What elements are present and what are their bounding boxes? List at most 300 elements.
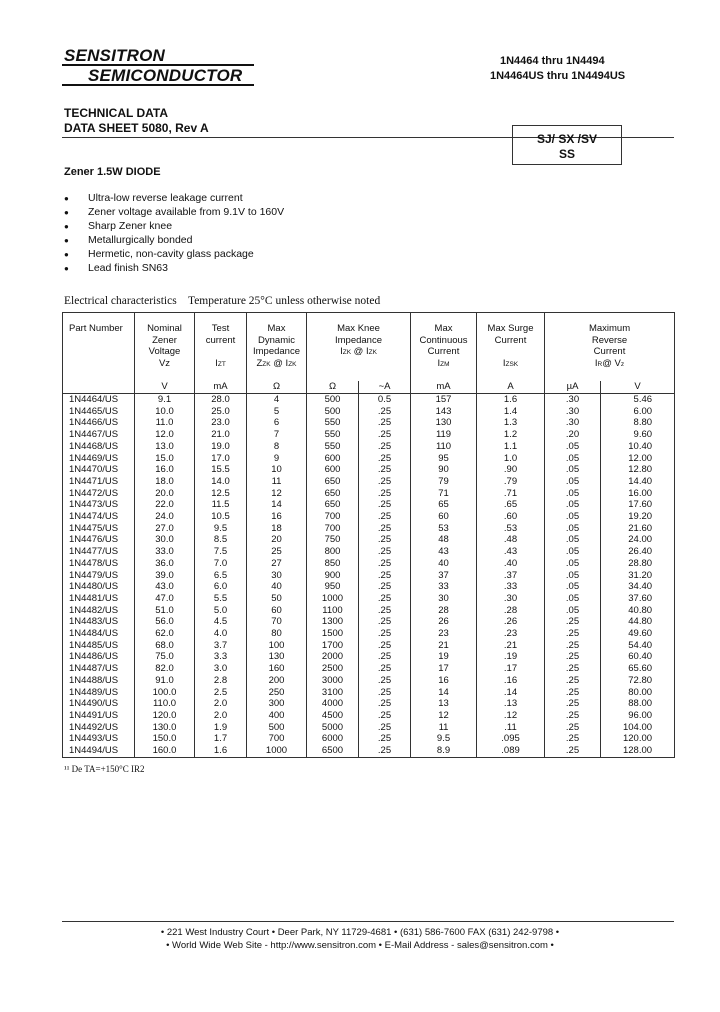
table-cell: .25: [545, 710, 601, 722]
table-row: [63, 628, 675, 640]
table-cell: 6: [247, 417, 307, 429]
table-cell: 700: [307, 511, 359, 523]
table-row: [63, 663, 675, 675]
table-cell: 4000: [307, 698, 359, 710]
header-zener-voltage: Nominal Zener Voltage Vz: [135, 313, 195, 382]
table-cell: 91.0: [135, 675, 195, 687]
table-cell: 17: [411, 663, 477, 675]
table-cell: 2.0: [195, 698, 247, 710]
table-cell: 2500: [307, 663, 359, 675]
table-cell: .25: [359, 605, 411, 617]
product-title: Zener 1.5W DIODE: [64, 166, 161, 178]
table-cell: .25: [545, 640, 601, 652]
table-cell: .05: [545, 464, 601, 476]
header-part-number: Part Number: [63, 313, 135, 382]
table-cell: 4.5: [195, 616, 247, 628]
table-cell: 7: [247, 429, 307, 441]
table-cell: 50: [247, 593, 307, 605]
table-cell: .05: [545, 476, 601, 488]
table-cell: 12.00: [601, 453, 675, 465]
table-row: [63, 453, 675, 465]
table-cell: .089: [477, 745, 545, 757]
table-cell: 5.5: [195, 593, 247, 605]
table-cell: 4.0: [195, 628, 247, 640]
table-cell: 1.6: [195, 745, 247, 757]
table-cell: 12.5: [195, 488, 247, 500]
table-cell: 10.40: [601, 441, 675, 453]
table-cell: .25: [359, 523, 411, 535]
table-cell: 19.0: [195, 441, 247, 453]
part-number-cell: 1N4467/US: [63, 429, 135, 441]
table-row: [63, 722, 675, 734]
table-cell: 12.80: [601, 464, 675, 476]
table-cell: .05: [545, 546, 601, 558]
table-cell: .25: [545, 651, 601, 663]
table-cell: 3.3: [195, 651, 247, 663]
table-cell: 24.00: [601, 534, 675, 546]
table-cell: 900: [307, 570, 359, 582]
table-cell: 157: [411, 394, 477, 406]
table-cell: 110.0: [135, 698, 195, 710]
table-cell: 11: [247, 476, 307, 488]
part-number-cell: 1N4464/US: [63, 394, 135, 406]
table-cell: .79: [477, 476, 545, 488]
table-cell: .25: [359, 628, 411, 640]
table-cell: 160.0: [135, 745, 195, 757]
table-cell: 104.00: [601, 722, 675, 734]
table-cell: .05: [545, 534, 601, 546]
part-number-cell: 1N4478/US: [63, 558, 135, 570]
table-cell: 30: [247, 570, 307, 582]
part-number-cell: 1N4480/US: [63, 581, 135, 593]
feature-item: ● Zener voltage available from 9.1V to 160V: [64, 206, 285, 218]
feature-item: ● Sharp Zener knee: [64, 220, 173, 232]
table-cell: 650: [307, 499, 359, 511]
part-number-cell: 1N4465/US: [63, 406, 135, 418]
company-name: SENSITRON: [64, 46, 165, 65]
table-cell: .25: [359, 593, 411, 605]
table-cell: .25: [359, 488, 411, 500]
table-cell: 21.60: [601, 523, 675, 535]
table-cell: 9.5: [195, 523, 247, 535]
table-cell: 72.80: [601, 675, 675, 687]
table-cell: .25: [359, 453, 411, 465]
table-cell: 27.0: [135, 523, 195, 535]
header-reverse-current: Maximum Reverse Current IR@ Vz: [545, 313, 675, 382]
part-number-cell: 1N4484/US: [63, 628, 135, 640]
table-cell: 8.80: [601, 417, 675, 429]
table-cell: 30: [411, 593, 477, 605]
table-cell: 40: [411, 558, 477, 570]
table-cell: 6000: [307, 733, 359, 745]
table-cell: 16: [247, 511, 307, 523]
table-cell: 31.20: [601, 570, 675, 582]
part-number-cell: 1N4469/US: [63, 453, 135, 465]
table-row: [63, 698, 675, 710]
table-cell: 44.80: [601, 616, 675, 628]
electrical-characteristics-table: [62, 312, 675, 758]
table-cell: .30: [545, 394, 601, 406]
table-cell: .25: [545, 628, 601, 640]
part-number-cell: 1N4488/US: [63, 675, 135, 687]
header-test-current: Test current IZT: [195, 313, 247, 382]
table-cell: 15.0: [135, 453, 195, 465]
table-cell: 500: [307, 406, 359, 418]
table-row: [63, 616, 675, 628]
table-cell: 1.3: [477, 417, 545, 429]
company-division: SEMICONDUCTOR: [88, 66, 243, 85]
table-cell: .14: [477, 687, 545, 699]
table-cell: .30: [545, 406, 601, 418]
part-number-cell: 1N4466/US: [63, 417, 135, 429]
table-cell: 1.4: [477, 406, 545, 418]
table-cell: .48: [477, 534, 545, 546]
table-cell: .25: [359, 710, 411, 722]
table-cell: 27: [247, 558, 307, 570]
divider: [62, 921, 674, 922]
table-cell: .05: [545, 605, 601, 617]
table-cell: 82.0: [135, 663, 195, 675]
table-cell: .60: [477, 511, 545, 523]
table-cell: .71: [477, 488, 545, 500]
table-cell: .25: [359, 406, 411, 418]
table-cell: 1.9: [195, 722, 247, 734]
table-cell: 5.46: [601, 394, 675, 406]
table-cell: 1700: [307, 640, 359, 652]
table-cell: 80.00: [601, 687, 675, 699]
table-cell: 1000: [307, 593, 359, 605]
table-cell: .25: [359, 616, 411, 628]
table-footnote: ¹¹ De TA=+150°C IR2: [64, 764, 145, 774]
table-cell: 5: [247, 406, 307, 418]
table-cell: 14.0: [195, 476, 247, 488]
table-cell: 48: [411, 534, 477, 546]
header-surge-current: Max Surge Current IZSK: [477, 313, 545, 382]
table-cell: .16: [477, 675, 545, 687]
table-cell: .25: [545, 722, 601, 734]
table-cell: .25: [545, 698, 601, 710]
table-cell: .65: [477, 499, 545, 511]
feature-list: [62, 191, 284, 275]
table-cell: 2.8: [195, 675, 247, 687]
table-cell: 14.40: [601, 476, 675, 488]
table-row: [63, 710, 675, 722]
part-number-cell: 1N4477/US: [63, 546, 135, 558]
table-cell: 110: [411, 441, 477, 453]
part-number-cell: 1N4471/US: [63, 476, 135, 488]
table-cell: 1.0: [477, 453, 545, 465]
table-cell: 550: [307, 417, 359, 429]
table-cell: .05: [545, 570, 601, 582]
table-cell: 10: [247, 464, 307, 476]
table-cell: 21.0: [195, 429, 247, 441]
table-cell: 26: [411, 616, 477, 628]
table-cell: 43.0: [135, 581, 195, 593]
table-cell: 800: [307, 546, 359, 558]
part-number-cell: 1N4485/US: [63, 640, 135, 652]
table-cell: 9.60: [601, 429, 675, 441]
table-row: [63, 488, 675, 500]
table-cell: 100.0: [135, 687, 195, 699]
feature-item: ● Ultra-low reverse leakage current: [64, 192, 243, 204]
part-number-cell: 1N4491/US: [63, 710, 135, 722]
table-cell: 36.0: [135, 558, 195, 570]
part-number-cell: 1N4494/US: [63, 745, 135, 757]
table-cell: .17: [477, 663, 545, 675]
table-cell: 60.40: [601, 651, 675, 663]
bullet-icon: ●: [64, 236, 69, 245]
table-row: [63, 511, 675, 523]
table-cell: 150.0: [135, 733, 195, 745]
table-cell: 33: [411, 581, 477, 593]
table-cell: .37: [477, 570, 545, 582]
table-cell: 9.1: [135, 394, 195, 406]
table-cell: 47.0: [135, 593, 195, 605]
table-cell: 7.0: [195, 558, 247, 570]
table-cell: .33: [477, 581, 545, 593]
table-cell: 23.0: [195, 417, 247, 429]
table-cell: 8: [247, 441, 307, 453]
table-cell: 600: [307, 464, 359, 476]
variants-box: [512, 125, 622, 165]
table-row: [63, 733, 675, 745]
table-cell: 22.0: [135, 499, 195, 511]
table-cell: 54.40: [601, 640, 675, 652]
table-cell: 11.0: [135, 417, 195, 429]
table-cell: 1.1: [477, 441, 545, 453]
table-row: [63, 429, 675, 441]
table-cell: 160: [247, 663, 307, 675]
table-cell: .25: [359, 663, 411, 675]
table-row: [63, 394, 675, 406]
table-cell: 12: [411, 710, 477, 722]
table-cell: 43: [411, 546, 477, 558]
table-cell: 34.40: [601, 581, 675, 593]
table-row: [63, 687, 675, 699]
table-cell: 26.40: [601, 546, 675, 558]
part-number-cell: 1N4474/US: [63, 511, 135, 523]
variants-line1: SJ/ SX /SV: [536, 132, 598, 146]
table-cell: .20: [545, 429, 601, 441]
table-cell: .25: [545, 675, 601, 687]
table-cell: 3100: [307, 687, 359, 699]
table-cell: .25: [359, 429, 411, 441]
table-cell: 71: [411, 488, 477, 500]
table-cell: 3.0: [195, 663, 247, 675]
table-cell: .90: [477, 464, 545, 476]
header-knee-impedance: Max Knee Impedance IZK @ IZK: [307, 313, 411, 382]
table-cell: 40: [247, 581, 307, 593]
table-row: [63, 651, 675, 663]
table-row: [63, 558, 675, 570]
table-row: [63, 570, 675, 582]
table-cell: 39.0: [135, 570, 195, 582]
table-cell: 75.0: [135, 651, 195, 663]
part-range: 1N4464 thru 1N4494: [500, 55, 605, 67]
table-cell: 33.0: [135, 546, 195, 558]
table-row: [63, 464, 675, 476]
table-cell: 65.60: [601, 663, 675, 675]
table-cell: 1100: [307, 605, 359, 617]
table-cell: 15.5: [195, 464, 247, 476]
table-cell: .13: [477, 698, 545, 710]
table-cell: 12.0: [135, 429, 195, 441]
table-cell: 120.00: [601, 733, 675, 745]
table-row: [63, 745, 675, 757]
table-cell: .25: [359, 511, 411, 523]
table-cell: 10.5: [195, 511, 247, 523]
part-number-cell: 1N4473/US: [63, 499, 135, 511]
table-cell: 25: [247, 546, 307, 558]
table-cell: 18: [247, 523, 307, 535]
table-cell: .05: [545, 499, 601, 511]
table-cell: 17.0: [195, 453, 247, 465]
table-cell: 100: [247, 640, 307, 652]
part-number-cell: 1N4492/US: [63, 722, 135, 734]
part-number-cell: 1N4490/US: [63, 698, 135, 710]
table-cell: 13.0: [135, 441, 195, 453]
feature-item: ● Metallurgically bonded: [64, 234, 193, 246]
table-cell: 95: [411, 453, 477, 465]
table-cell: 13: [411, 698, 477, 710]
table-cell: .25: [359, 651, 411, 663]
feature-item: ● Hermetic, non-cavity glass package: [64, 248, 254, 260]
table-row: [63, 546, 675, 558]
footer-address: • 221 West Industry Court • Deer Park, NY 11729-4681 • (631) 586-7600 FAX (631) 242-9798 •: [160, 927, 560, 938]
table-cell: 20.0: [135, 488, 195, 500]
part-number-cell: 1N4483/US: [63, 616, 135, 628]
table-cell: .53: [477, 523, 545, 535]
table-cell: 68.0: [135, 640, 195, 652]
table-cell: 17.60: [601, 499, 675, 511]
table-cell: 11: [411, 722, 477, 734]
table-cell: 28.80: [601, 558, 675, 570]
table-cell: .05: [545, 511, 601, 523]
table-cell: 1500: [307, 628, 359, 640]
table-cell: .25: [359, 499, 411, 511]
table-cell: .25: [545, 663, 601, 675]
table-cell: .095: [477, 733, 545, 745]
table-cell: .25: [359, 675, 411, 687]
table-cell: 600: [307, 453, 359, 465]
data-sheet-label: DATA SHEET 5080, Rev A: [64, 121, 209, 135]
table-cell: 120.0: [135, 710, 195, 722]
table-cell: .43: [477, 546, 545, 558]
table-cell: .26: [477, 616, 545, 628]
table-cell: 0.5: [359, 394, 411, 406]
table-cell: 1.7: [195, 733, 247, 745]
table-cell: .25: [359, 687, 411, 699]
table-cell: 28.0: [195, 394, 247, 406]
part-number-cell: 1N4470/US: [63, 464, 135, 476]
table-cell: 950: [307, 581, 359, 593]
variants-line2: SS: [558, 147, 575, 161]
table-cell: .25: [359, 558, 411, 570]
table-cell: 650: [307, 476, 359, 488]
table-cell: 128.00: [601, 745, 675, 757]
table-cell: 650: [307, 488, 359, 500]
table-cell: 1300: [307, 616, 359, 628]
table-cell: .25: [545, 616, 601, 628]
table-cell: 550: [307, 429, 359, 441]
table-cell: 2.0: [195, 710, 247, 722]
part-range-us: 1N4464US thru 1N4494US: [490, 70, 626, 82]
table-row: [63, 406, 675, 418]
table-cell: 20: [247, 534, 307, 546]
table-cell: 2000: [307, 651, 359, 663]
part-number-cell: 1N4481/US: [63, 593, 135, 605]
table-cell: .30: [545, 417, 601, 429]
table-cell: 143: [411, 406, 477, 418]
table-cell: .25: [359, 722, 411, 734]
table-cell: .28: [477, 605, 545, 617]
bullet-icon: ●: [64, 208, 69, 217]
part-number-cell: 1N4479/US: [63, 570, 135, 582]
table-cell: 130: [247, 651, 307, 663]
table-cell: 40.80: [601, 605, 675, 617]
table-cell: .25: [359, 581, 411, 593]
table-cell: 2.5: [195, 687, 247, 699]
units-row: V mA Ω Ω ~A mA A µA V: [63, 381, 675, 394]
table-cell: 5000: [307, 722, 359, 734]
table-cell: .25: [359, 534, 411, 546]
table-cell: 8.9: [411, 745, 477, 757]
table-cell: 4500: [307, 710, 359, 722]
table-cell: 14: [247, 499, 307, 511]
table-cell: 6.5: [195, 570, 247, 582]
table-row: [63, 675, 675, 687]
table-cell: 700: [247, 733, 307, 745]
table-cell: 37.60: [601, 593, 675, 605]
header-dynamic-impedance: Max Dynamic Impedance ZZK @ IZK: [247, 313, 307, 382]
table-cell: 130: [411, 417, 477, 429]
part-number-cell: 1N4476/US: [63, 534, 135, 546]
bullet-icon: ●: [64, 250, 69, 259]
table-cell: 8.5: [195, 534, 247, 546]
table-cell: 60: [411, 511, 477, 523]
table-caption: Electrical characteristics Temperature 25°C unless otherwise noted: [64, 295, 381, 307]
table-row: [63, 441, 675, 453]
table-row: [63, 605, 675, 617]
table-cell: 9: [247, 453, 307, 465]
table-cell: 70: [247, 616, 307, 628]
table-cell: .25: [359, 745, 411, 757]
divider: [62, 84, 254, 86]
part-number-cell: 1N4486/US: [63, 651, 135, 663]
table-cell: .05: [545, 488, 601, 500]
table-cell: 28: [411, 605, 477, 617]
table-cell: 16.00: [601, 488, 675, 500]
part-number-cell: 1N4489/US: [63, 687, 135, 699]
table-cell: 18.0: [135, 476, 195, 488]
table-cell: 6.0: [195, 581, 247, 593]
table-cell: 56.0: [135, 616, 195, 628]
table-cell: 550: [307, 441, 359, 453]
table-cell: 6500: [307, 745, 359, 757]
table-row: [63, 523, 675, 535]
table-cell: 3.7: [195, 640, 247, 652]
table-cell: 250: [247, 687, 307, 699]
table-cell: .25: [545, 687, 601, 699]
table-row: [63, 640, 675, 652]
table-cell: 21: [411, 640, 477, 652]
table-cell: .21: [477, 640, 545, 652]
table-cell: 3000: [307, 675, 359, 687]
table-cell: .25: [359, 640, 411, 652]
table-cell: .25: [359, 464, 411, 476]
part-number-cell: 1N4487/US: [63, 663, 135, 675]
table-cell: 80: [247, 628, 307, 640]
